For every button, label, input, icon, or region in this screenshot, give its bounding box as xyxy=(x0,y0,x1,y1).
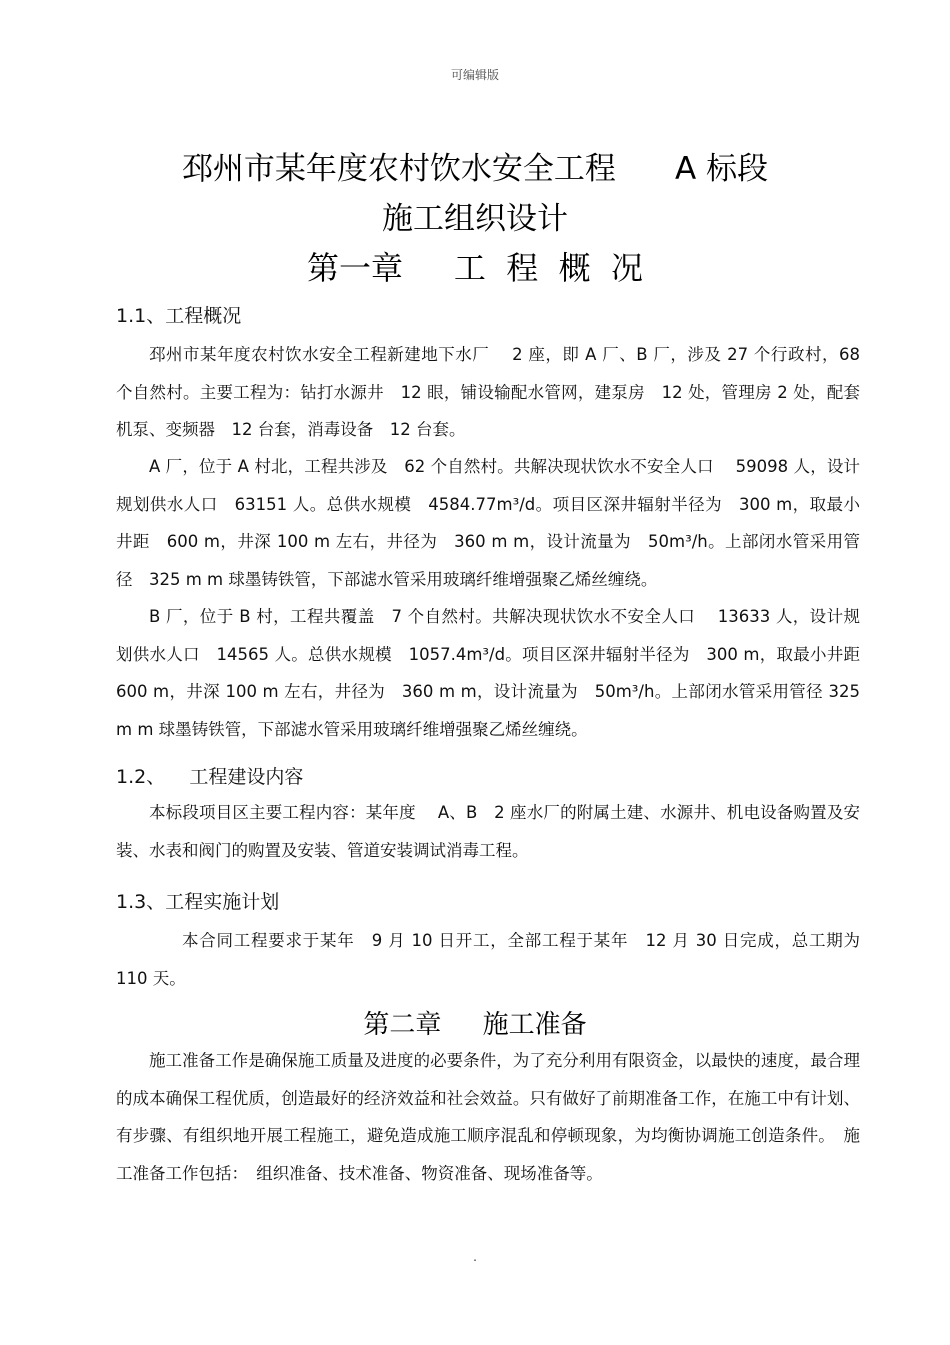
watermark-label: 可编辑版 xyxy=(450,68,499,82)
document-sub-title: 施工组织设计 xyxy=(382,201,568,237)
section-1-1-paragraph-2: A 厂，位于 A 村北，工程共涉及 62 个自然村。共解决现状饮水不安全人口 59098 人，设计规划供水人口 63151 人。总供水规模 4584.77m³/d。项目区深井辐射半径为 300 m，取最小井距 600 m，井深 100 m 左右，井径为 360 m m，设计流量为 50m³/h。上部闭水管采用管径 325 m m 球墨铸铁管，下部滤水管采用玻璃纤维增强聚乙烯丝缠绕。 xyxy=(116,457,860,589)
footer-mark: . xyxy=(473,1250,477,1264)
section-1-3-paragraph-1: 本合同工程要求于某年 9 月 10 日开工，全部工程于某年 12 月 30 日完成，总工期为 110 天。 xyxy=(116,931,860,988)
chapter-2-paragraph-1: 施工准备工作是确保施工质量及进度的必要条件，为了充分利用有限资金，以最快的速度，最合理的成本确保工程优质，创造最好的经济效益和社会效益。只有做好了前期准备工作，在施工中有计划、有步骤、有组织地开展工程施工，避免造成施工顺序混乱和停顿现象，为均衡协调施工创造条件。 施工准备工作包括： 组织准备、技术准备、物资准备、现场准备等。 xyxy=(116,1051,860,1183)
section-1-1-heading: 1.1、工程概况 xyxy=(116,305,242,327)
section-1-2-heading: 1.2、 工程建设内容 xyxy=(116,766,304,788)
chapter-1-title: 第一章 工 程 概 况 xyxy=(307,249,643,287)
section-1-1-paragraph-3: B 厂，位于 B 村，工程共覆盖 7 个自然村。共解决现状饮水不安全人口 13633 人，设计规划供水人口 14565 人。总供水规模 1057.4m³/d。项目区深井辐射半径为 300 m，取最小井距 600 m，井深 100 m 左右，井径为 360 m m，设计流量为 50m³/h。上部闭水管采用管径 325 m m 球墨铸铁管，下部滤水管采用玻璃纤维增强聚乙烯丝缠绕。 xyxy=(116,607,860,739)
document-main-title: 邳州市某年度农村饮水安全工程 A 标段 xyxy=(181,151,769,187)
chapter-2-title: 第二章 施工准备 xyxy=(363,1010,587,1040)
section-1-1-paragraph-1: 邳州市某年度农村饮水安全工程新建地下水厂 2 座，即 A 厂、B 厂，涉及 27 个行政村，68 个自然村。主要工程为：钻打水源井 12 眼，铺设输配水管网，建泵房 12 处，管理房 2 处，配套机泵、变频器 12 台套，消毒设备 12 台套。 xyxy=(116,345,860,439)
section-1-3-heading: 1.3、工程实施计划 xyxy=(116,891,280,913)
section-1-2-paragraph-1: 本标段项目区主要工程内容：某年度 A、B 2 座水厂的附属土建、水源井、机电设备购置及安装、水表和阀门的购置及安装、管道安装调试消毒工程。 xyxy=(116,803,860,860)
